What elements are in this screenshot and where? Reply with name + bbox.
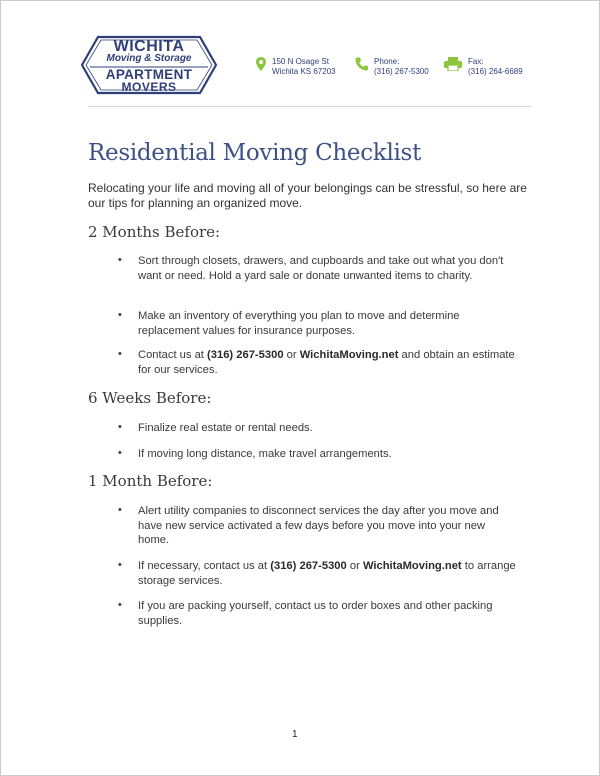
- item-text: or: [283, 349, 300, 361]
- fax-label: Fax:: [468, 57, 484, 66]
- checklist-item: Alert utility companies to disconnect services the day after you move and have new service activated a few days before you move into your new home.: [138, 505, 499, 546]
- phone-number: (316) 267-5300: [270, 560, 347, 572]
- header-divider: [88, 106, 531, 107]
- bullet-marker: •: [118, 559, 122, 571]
- page-number: 1: [292, 729, 298, 740]
- intro-paragraph: Relocating your life and moving all of your belongings can be stressful, so here are our tips for planning an organized move.: [88, 181, 527, 210]
- logo-text-apartment: APARTMENT: [105, 67, 193, 82]
- logo-text-wichita: WICHITA: [113, 38, 185, 55]
- item-text: Contact us at: [138, 349, 208, 361]
- website: WichitaMoving.net: [362, 560, 462, 572]
- location-pin-icon: [256, 57, 266, 71]
- bullet-marker: •: [118, 504, 122, 516]
- website: WichitaMoving.net: [299, 349, 399, 361]
- bullet-marker: •: [118, 447, 122, 459]
- checklist-item: If you are packing yourself, contact us to order boxes and other packing supplies.: [138, 600, 493, 627]
- logo-text-movers: MOVERS: [121, 80, 177, 94]
- company-logo: [80, 35, 218, 95]
- checklist-item: Sort through closets, drawers, and cupboards and take out what you don't want or need. Hold a yard sale or donate unwanted items to charity.: [138, 255, 504, 282]
- section-heading-6-weeks: 6 Weeks Before:: [88, 389, 212, 407]
- checklist-item: Make an inventory of everything you plan to move and determine replacement values for insurance purposes.: [138, 310, 460, 337]
- bullet-marker: •: [118, 309, 122, 321]
- section-heading-2-months: 2 Months Before:: [88, 223, 221, 241]
- section-heading-1-month: 1 Month Before:: [88, 472, 213, 490]
- bullet-marker: •: [118, 421, 122, 433]
- item-text: to arrange storage services.: [138, 560, 516, 587]
- fax-value: (316) 264-6689: [468, 67, 523, 76]
- page-title: Residential Moving Checklist: [88, 140, 422, 166]
- phone-icon: [355, 57, 368, 71]
- fax-icon: [444, 57, 462, 71]
- bullet-marker: •: [118, 599, 122, 611]
- bullet-marker: •: [118, 348, 122, 360]
- item-text: If necessary, contact us at: [138, 560, 271, 572]
- checklist-item: [138, 559, 518, 588]
- item-text: and obtain an estimate for our services.: [138, 349, 515, 376]
- phone-number: (316) 267-5300: [207, 349, 284, 361]
- checklist-item: Finalize real estate or rental needs.: [138, 422, 313, 434]
- address-line-1: 150 N Osage St: [272, 57, 329, 66]
- item-text: or: [346, 560, 363, 572]
- address-line-2: Wichita KS 67203: [272, 67, 336, 76]
- logo-text-moving-storage: Moving & Storage: [106, 53, 192, 64]
- bullet-marker: •: [118, 254, 122, 266]
- phone-label: Phone:: [374, 57, 400, 66]
- checklist-item: [138, 348, 518, 377]
- checklist-item: If moving long distance, make travel arrangements.: [138, 448, 392, 460]
- phone-value: (316) 267-5300: [374, 67, 429, 76]
